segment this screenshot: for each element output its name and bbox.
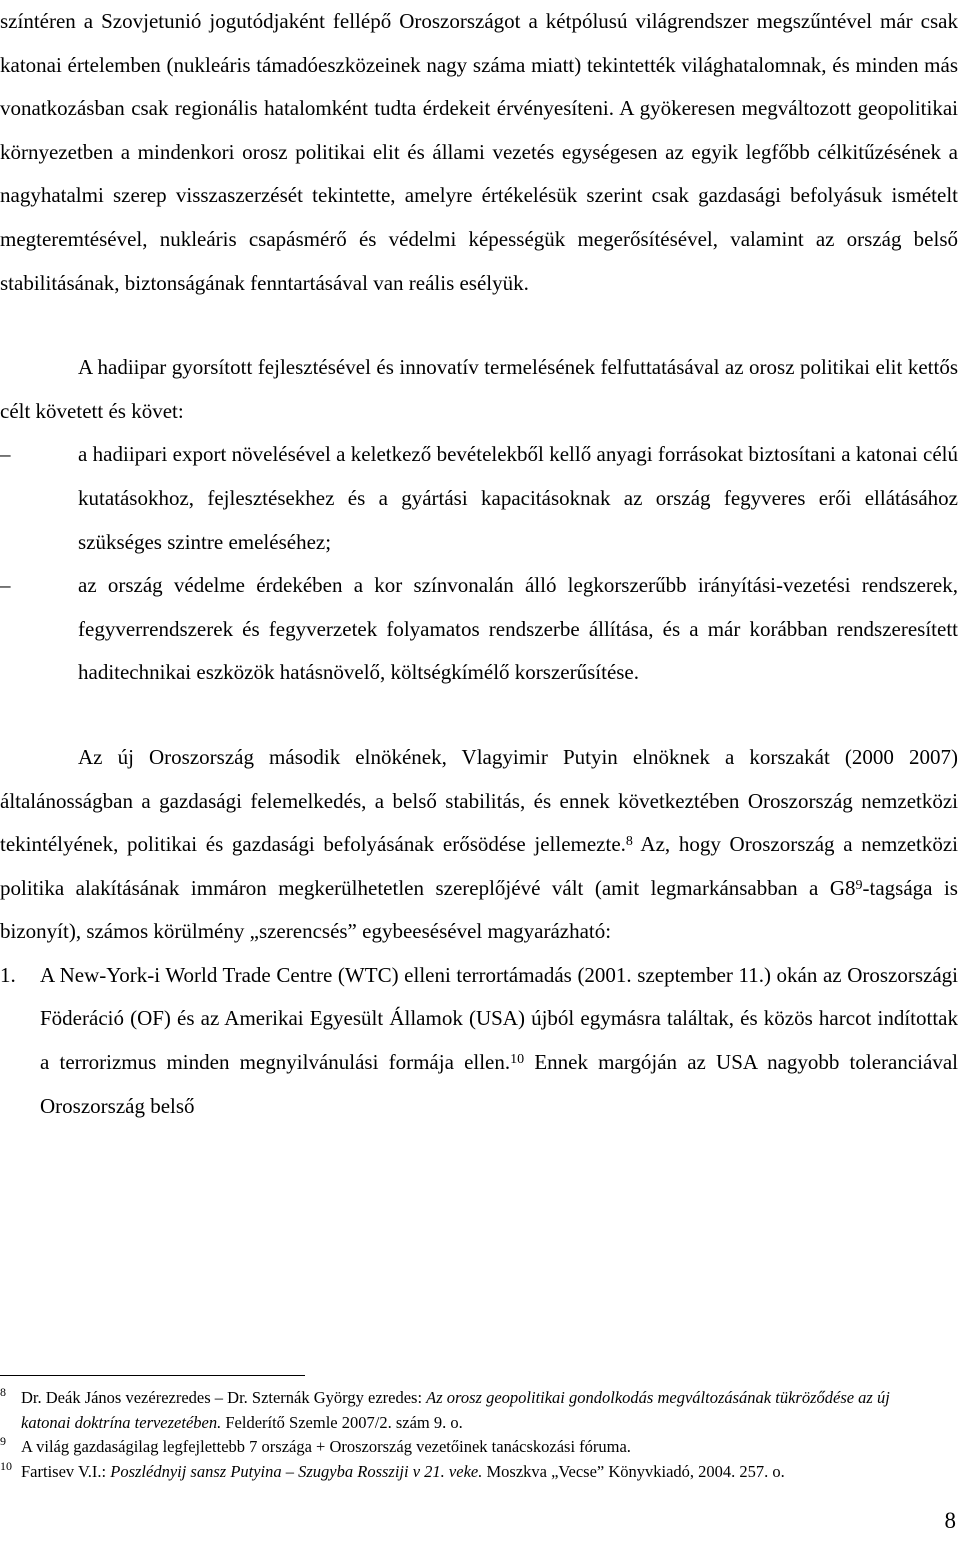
footnote-9 xyxy=(0,1435,900,1460)
footnote-source: Moszkva „Vecse” Könyvkiadó, 2004. 257. o. xyxy=(482,1461,785,1481)
paragraph-1-part-b: A gyökeresen megváltozott geopolitikai környezetben a mindenkori orosz politikai elit és állami vezetés egységesen az egyik legfőbb célkitűzésének a nagyhatalmi szerep visszaszerzését tekintette, amelyre értékelésük szerint csak gazdasági befolyásuk ismételt megteremtésével, nukleáris csapásmérő és védelmi képességük megerősítésével, valamint az ország belső stabilitásának, biztonságának fenntartásával van reális esélyük. xyxy=(0,96,958,295)
paragraph-3-part-b: Az, hogy Oroszország a nemzetközi politika alakításának immáron megkerülhetetlen szereplőjévé vált (amit legmarkánsabban a G8 xyxy=(0,832,958,900)
footnote-source: Felderítő Szemle 2007/2. szám 9. o. xyxy=(221,1412,463,1432)
numbered-list-item xyxy=(0,954,958,1128)
footnote-10 xyxy=(0,1460,900,1485)
list-number-marker: 1. xyxy=(0,962,16,987)
footnote-number: 9 xyxy=(0,1434,6,1448)
paragraph-2 xyxy=(0,346,958,433)
numbered-item-part-a: A New-York-i World Trade Centre (WTC) elleni terrortámadás (2001. szeptember 11.) okán az Oroszországi Föderáció (OF) és az Amerikai Egyesült Államok (USA) újból egymásra találtak, és közös harcot indítottak a terrorizmus minden megnyilvánulási formája ellen. xyxy=(40,962,958,1075)
footnote-title: Poszlédnyij sansz Putyina – Szugyba Rossziji v 21. veke. xyxy=(110,1461,483,1481)
footnote-ref-8[interactable]: 8 xyxy=(625,834,633,850)
footnote-number: 10 xyxy=(0,1458,12,1473)
paragraph-3-part-a: Az új Oroszország második elnökének, Vlagyimir Putyin elnöknek a korszakát (2000 2007) általánosságban a gazdasági felemelkedés, a belső stabilitás, és ennek következtében Oroszország nemzetközi tekintélyének, politikai és gazdasági befolyásának erősödése jellemezte. xyxy=(0,744,958,857)
footnote-title: Az orosz geopolitikai gondolkodás megváltozásának tükröződése az új katonai doktrína tervezetében. xyxy=(21,1388,890,1432)
footnote-ref-9[interactable]: 9 xyxy=(855,877,863,893)
list-item-text: az ország védelme érdekében a kor színvonalán álló legkorszerűbb irányítási-vezetési rendszerek, fegyverrendszerek és fegyverzetek folyamatos rendszerbe állítása, és a már korábban rendszeresített haditechnikai eszközök hatásnövelő, költségkímélő korszerűsítése. xyxy=(78,573,958,685)
list-dash-marker: – xyxy=(0,442,11,467)
paragraph-3-part-c: -tagsága is bizonyít), számos körülmény „szerencsés” egybeesésével magyarázható: xyxy=(0,875,958,944)
footnote-ref-10[interactable]: 10 xyxy=(510,1052,525,1068)
list-item-text: a hadiipari export növelésével a keletkező bevételekből kellő anyagi forrásokat biztosítani a katonai célú kutatásokhoz, fejlesztésekhez és a gyártási kapacitásoknak az ország fegyveres erői ellátásához szükséges szintre emeléséhez; xyxy=(78,442,958,554)
footnotes xyxy=(0,1386,900,1484)
footnote-number: 8 xyxy=(0,1385,6,1399)
numbered-item-part-b: Ennek margóján az USA nagyobb toleranciával Oroszország belső xyxy=(40,1050,958,1118)
paragraph-3 xyxy=(0,736,958,954)
list-item xyxy=(0,433,958,564)
page-number: 8 xyxy=(944,1508,956,1533)
footnote-text: A világ gazdaságilag legfejlettebb 7 országa + Oroszország vezetőinek tanácskozási fóruma. xyxy=(21,1437,631,1456)
footnote-text: Fartisev V.I.: xyxy=(21,1461,111,1481)
paragraph-1-part-a: színtéren a Szovjetunió jogutódjaként fellépő Oroszországot a kétpólusú világrendszer megszűntével már csak katonai értelemben (nukleáris támadóeszközeinek nagy száma miatt) tekintették világhatalomnak, és minden más vonatkozásban csak regionális hatalomként tudta érdekeit érvényesíteni. xyxy=(0,9,958,121)
list-dash-marker: – xyxy=(0,573,11,598)
paragraph-1 xyxy=(0,0,958,305)
paragraph-2-text: A hadiipar gyorsított fejlesztésével és innovatív termelésének felfuttatásával az orosz politikai elit kettős célt követett és követ: xyxy=(0,355,958,423)
footnote-text: Dr. Deák János vezérezredes – Dr. Szternák György ezredes: xyxy=(21,1388,427,1407)
list-item xyxy=(0,564,958,695)
footnote-8 xyxy=(0,1386,900,1435)
footnote-separator xyxy=(0,1375,305,1376)
